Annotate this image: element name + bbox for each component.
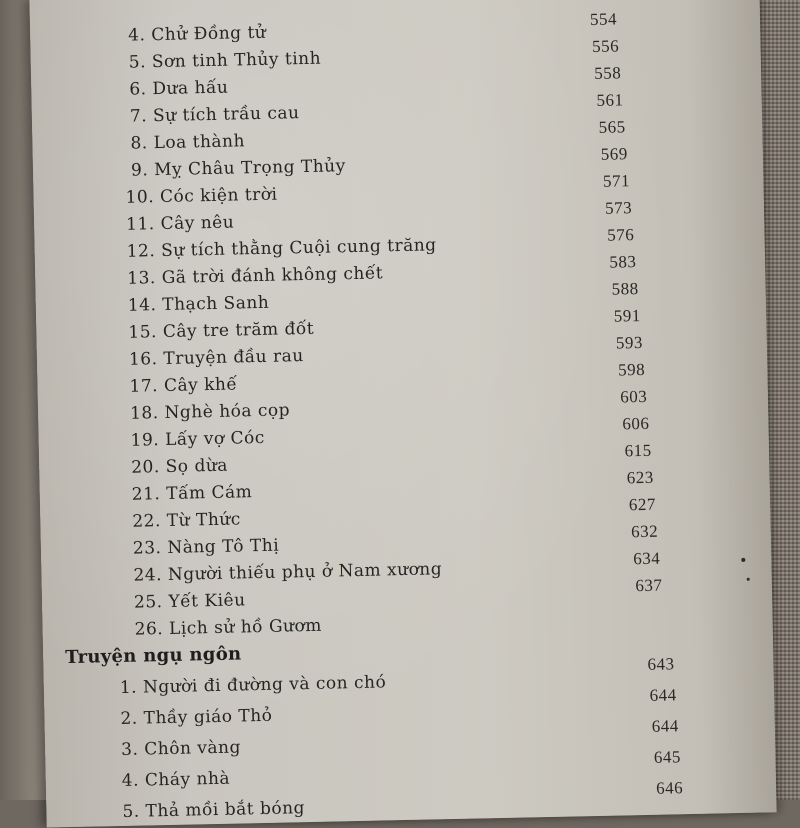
fable-entry-title: 2. Thầy giáo Thỏ xyxy=(120,705,273,729)
toc-entry-title: 22. Từ Thức xyxy=(132,509,241,532)
ink-speck xyxy=(741,558,745,562)
toc-entry-title: 8. Loa thành xyxy=(130,131,246,154)
toc-entry-page: 558 xyxy=(594,63,622,83)
toc-entry-title: 14. Thạch Sanh xyxy=(127,292,270,316)
fable-entry-page: 643 xyxy=(647,654,675,674)
ink-speck xyxy=(747,578,750,581)
toc-entry-title: 21. Tấm Cám xyxy=(131,482,253,505)
toc-entry-title: 15. Cây tre trăm đốt xyxy=(128,318,315,343)
section-title: Truyện ngụ ngôn xyxy=(64,643,242,669)
toc-entry-page: 588 xyxy=(611,279,639,299)
toc-entry-title: 6. Dưa hấu xyxy=(129,77,229,100)
fable-entry-page: 645 xyxy=(653,747,682,767)
book-page xyxy=(29,0,776,828)
fable-entry-page: 646 xyxy=(655,778,684,798)
toc-entry-page: 573 xyxy=(604,198,633,218)
toc-entry-page: 623 xyxy=(626,467,654,488)
fable-entry-title: 1. Người đi đường và con chó xyxy=(119,672,387,698)
toc-entry-page: 634 xyxy=(633,548,661,569)
toc-entry-page: 571 xyxy=(602,171,631,191)
toc-entry-title: 26. Lịch sử hồ Gươm xyxy=(134,615,323,640)
toc-entry-page: 632 xyxy=(630,521,659,542)
toc-entry-title: 13. Gã trời đánh không chết xyxy=(127,263,384,289)
toc-entry-page: 576 xyxy=(607,225,635,245)
fable-entry-page: 644 xyxy=(649,685,677,705)
toc-entry-page: 615 xyxy=(624,440,652,461)
toc-entry-page: 591 xyxy=(613,306,641,326)
toc-entry-page: 598 xyxy=(617,359,646,380)
toc-entry-title: 16. Truyện đầu rau xyxy=(128,346,304,370)
toc-entry-page: 556 xyxy=(591,36,620,56)
toc-entry-title: 7. Sự tích trầu cau xyxy=(129,103,300,127)
fable-entry-title: 3. Chôn vàng xyxy=(120,737,242,760)
toc-entry-title: 17. Cây khế xyxy=(129,374,238,397)
toc-entry-page: 593 xyxy=(615,332,644,353)
toc-entry-page: 583 xyxy=(609,252,637,272)
toc-entry-title: 4. Chử Đồng tử xyxy=(127,22,267,46)
toc-entry-title: 25. Yết Kiêu xyxy=(133,590,246,613)
toc-entry-title: 19. Lấy vợ Cóc xyxy=(130,427,266,451)
toc-entry-page: 606 xyxy=(622,413,650,434)
toc-entry-title: 12. Sự tích thằng Cuội cung trăng xyxy=(126,235,437,262)
toc-entry-page: 554 xyxy=(589,9,618,29)
toc-entry-page: 569 xyxy=(600,144,628,164)
fable-entry-page: 644 xyxy=(651,716,679,736)
toc-entry-title: 10. Cóc kiện trời xyxy=(125,184,278,208)
fable-entry-title: 4. Cháy nhà xyxy=(121,768,231,791)
toc-entry-title: 23. Nàng Tô Thị xyxy=(132,535,280,559)
toc-entry-title: 18. Nghè hóa cọp xyxy=(129,400,291,424)
toc-entry-page: 637 xyxy=(635,575,663,596)
toc-entry-page: 627 xyxy=(628,494,657,515)
toc-entry-page: 603 xyxy=(620,386,648,407)
toc-entry-title: 24. Người thiếu phụ ở Nam xương xyxy=(133,559,443,586)
toc-entry-page: 565 xyxy=(598,117,626,137)
toc-entry-title: 9. Mỵ Châu Trọng Thủy xyxy=(130,156,346,181)
toc-entry-title: 11. Cây nêu xyxy=(125,212,235,235)
toc-entry-page: 561 xyxy=(596,90,624,110)
toc-entry-title: 5. Sơn tinh Thủy tinh xyxy=(128,48,322,73)
fable-entry-title: 5. Thả mồi bắt bóng xyxy=(122,798,306,822)
toc-entry-title: 20. Sọ dừa xyxy=(131,455,229,478)
